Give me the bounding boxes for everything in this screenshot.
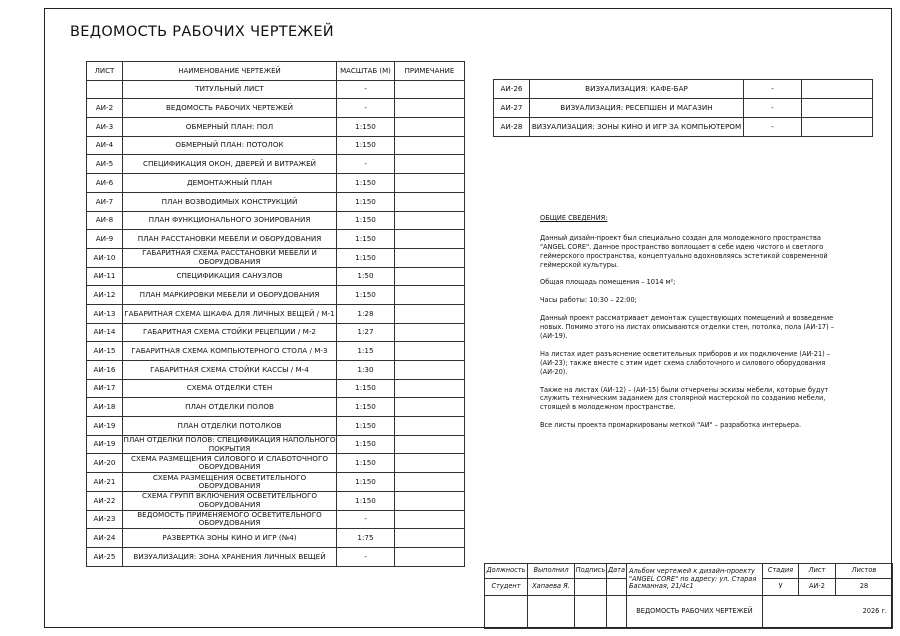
cell-scale: 1:150	[337, 379, 395, 398]
cell-sheet: АИ-28	[494, 118, 530, 137]
cell-scale: 1:150	[337, 398, 395, 417]
stamp-col-date: Дата	[607, 564, 627, 579]
cell-name: СХЕМА ОТДЕЛКИ СТЕН	[123, 379, 337, 398]
cell-name: СПЕЦИФИКАЦИЯ САНУЗЛОВ	[123, 267, 337, 286]
cell-note	[395, 379, 465, 398]
cell-note	[395, 529, 465, 548]
cell-note	[395, 118, 465, 137]
cell-note	[395, 361, 465, 380]
stamp-empty-3	[575, 596, 607, 629]
stamp-col-signature: Подпись	[575, 564, 607, 579]
cell-scale: 1:15	[337, 342, 395, 361]
cell-name: ПЛАН МАРКИРОВКИ МЕБЕЛИ И ОБОРУДОВАНИЯ	[123, 286, 337, 305]
cell-scale: 1:28	[337, 304, 395, 323]
notes-paragraph: Общая площадь помещения – 1014 м²;	[540, 278, 676, 287]
stamp-col-performed: Выполнил	[528, 564, 575, 579]
notes-paragraph: Данный дизайн-проект был специально создан для молодежного пространства "ANGEL CORE". Данное пространство воплощает в себе идею чистого и светлого геймерского пространства, концептуально вдохновляясь эстетикой современной геймерской культуры.	[540, 233, 828, 269]
cell-sheet: АИ-25	[87, 547, 123, 566]
cell-sheet: АИ-24	[87, 529, 123, 548]
cell-note	[395, 491, 465, 510]
stamp-signature	[575, 579, 607, 596]
cell-sheet: АИ-13	[87, 304, 123, 323]
cell-note	[395, 174, 465, 193]
table-row	[87, 211, 465, 230]
stamp-empty-4	[607, 596, 627, 629]
cell-scale: 1:150	[337, 174, 395, 193]
cell-note	[395, 286, 465, 305]
stamp-sheet: АИ-2	[799, 579, 836, 596]
cell-name: СПЕЦИФИКАЦИЯ ОКОН, ДВЕРЕЙ И ВИТРАЖЕЙ	[123, 155, 337, 174]
stamp-empty-2	[528, 596, 575, 629]
cell-sheet: АИ-23	[87, 510, 123, 529]
cell-sheet: АИ-22	[87, 491, 123, 510]
cell-note	[395, 454, 465, 473]
stamp-empty-1	[485, 596, 528, 629]
table-row	[87, 547, 465, 566]
stamp-sheet-name: ВЕДОМОСТЬ РАБОЧИХ ЧЕРТЕЖЕЙ	[627, 596, 763, 629]
cell-scale: -	[337, 547, 395, 566]
cell-scale: -	[337, 155, 395, 174]
table-row	[87, 136, 465, 155]
cell-sheet: АИ-3	[87, 118, 123, 137]
table-row	[87, 80, 465, 99]
page-title: ВЕДОМОСТЬ РАБОЧИХ ЧЕРТЕЖЕЙ	[70, 24, 334, 40]
table-row	[87, 491, 465, 510]
cell-name: ГАБАРИТНАЯ СХЕМА ШКАФА ДЛЯ ЛИЧНЫХ ВЕЩЕЙ / М-1	[123, 304, 337, 323]
notes-body	[540, 234, 840, 430]
cell-scale: 1:150	[337, 211, 395, 230]
cell-name: ГАБАРИТНАЯ СХЕМА СТОЙКИ РЕЦЕПЦИИ / М-2	[123, 323, 337, 342]
cell-scale: -	[337, 80, 395, 99]
cell-sheet: АИ-9	[87, 230, 123, 249]
table-row	[87, 304, 465, 323]
cell-sheet: АИ-8	[87, 211, 123, 230]
cell-note	[395, 211, 465, 230]
cell-name: ПЛАН ОТДЕЛКИ ПОЛОВ	[123, 398, 337, 417]
cell-name: СХЕМА ГРУПП ВКЛЮЧЕНИЯ ОСВЕТИТЕЛЬНОГО ОБОРУДОВАНИЯ	[123, 491, 337, 510]
cell-note	[395, 323, 465, 342]
table-row	[87, 192, 465, 211]
notes-heading: ОБЩИЕ СВЕДЕНИЯ:	[540, 214, 608, 222]
cell-note	[395, 136, 465, 155]
cell-note	[395, 473, 465, 492]
stamp-stage: У	[763, 579, 799, 596]
cell-scale: 1:150	[337, 491, 395, 510]
cell-name: ПЛАН ОТДЕЛКИ ПОЛОВ: СПЕЦИФИКАЦИЯ НАПОЛЬНОГО ПОКРЫТИЯ	[123, 435, 336, 453]
cell-scale: 1:150	[337, 435, 395, 454]
table-row	[87, 248, 465, 267]
cell-sheet: АИ-16	[87, 361, 123, 380]
cell-note	[395, 304, 465, 323]
table-row	[87, 99, 465, 118]
notes-paragraph: На листах идет разъяснение осветительных приборов и их подключение (АИ-21) – (АИ-23); также вместе с этим идет схема слаботочного и силового оборудования (АИ-20).	[540, 349, 831, 376]
cell-sheet: АИ-11	[87, 267, 123, 286]
table-row	[87, 435, 465, 454]
header-name: НАИМЕНОВАНИЕ ЧЕРТЕЖЕЙ	[123, 62, 337, 81]
stamp-col-sheet: Лист	[799, 564, 836, 579]
cell-sheet: АИ-15	[87, 342, 123, 361]
table-row	[87, 398, 465, 417]
cell-note	[395, 80, 465, 99]
cell-name: ГАБАРИТНАЯ СХЕМА КОМПЬЮТЕРНОГО СТОЛА / М-3	[123, 342, 337, 361]
cell-note	[395, 99, 465, 118]
cell-sheet: АИ-18	[87, 398, 123, 417]
cell-sheet: АИ-4	[87, 136, 123, 155]
cell-note	[395, 417, 465, 436]
cell-name: ОБМЕРНЫЙ ПЛАН: ПОТОЛОК	[123, 136, 337, 155]
table-row	[494, 80, 873, 99]
cell-note	[395, 510, 465, 529]
cell-scale: 1:75	[337, 529, 395, 548]
cell-scale: 1:150	[337, 248, 395, 267]
cell-name: ВЕДОМОСТЬ РАБОЧИХ ЧЕРТЕЖЕЙ	[123, 99, 337, 118]
table-row	[87, 323, 465, 342]
table-row	[87, 286, 465, 305]
cell-name: ОБМЕРНЫЙ ПЛАН: ПОЛ	[123, 118, 337, 137]
cell-scale: 1:150	[337, 192, 395, 211]
cell-sheet: АИ-17	[87, 379, 123, 398]
stamp-position: Студент	[485, 579, 528, 596]
table-row	[87, 267, 465, 286]
cell-scale: 1:27	[337, 323, 395, 342]
title-block	[484, 563, 893, 629]
table-row	[87, 529, 465, 548]
cell-sheet: АИ-7	[87, 192, 123, 211]
cell-scale: 1:50	[337, 267, 395, 286]
cell-note	[802, 99, 873, 118]
cell-scale: 1:150	[337, 417, 395, 436]
cell-note	[395, 155, 465, 174]
general-notes	[540, 214, 840, 439]
cell-scale: 1:150	[337, 118, 395, 137]
cell-name: ДЕМОНТАЖНЫЙ ПЛАН	[123, 174, 337, 193]
cell-note	[395, 342, 465, 361]
cell-note	[395, 230, 465, 249]
table-row	[87, 510, 465, 529]
stamp-col-stage: Стадия	[763, 564, 799, 579]
table-row	[494, 99, 873, 118]
cell-scale: -	[744, 80, 802, 99]
cell-sheet: АИ-6	[87, 174, 123, 193]
cell-scale: -	[744, 118, 802, 137]
stamp-sheets: 28	[836, 579, 893, 596]
stamp-year: 2026 г.	[763, 596, 893, 629]
table-row	[87, 342, 465, 361]
cell-name: РАЗВЕРТКА ЗОНЫ КИНО И ИГР (№4)	[123, 529, 337, 548]
cell-scale: 1:30	[337, 361, 395, 380]
cell-name: ВИЗУАЛИЗАЦИЯ: РЕСЕПШЕН И МАГАЗИН	[530, 99, 744, 118]
stamp-project: Альбом чертежей к дизайн-проекту "ANGEL CORE" по адресу: ул. Старая Басманная, 21/4с1	[627, 564, 763, 596]
cell-name: ПЛАН ВОЗВОДИМЫХ КОНСТРУКЦИЙ	[123, 192, 337, 211]
stamp-author: Хапаева Я.	[528, 579, 575, 596]
table-row	[87, 155, 465, 174]
cell-sheet: АИ-5	[87, 155, 123, 174]
cell-scale: 1:150	[337, 230, 395, 249]
notes-paragraph: Данный проект рассматривает демонтаж существующих помещений и возведение новых. Помимо этого на листах описываются отделки стен, потолка, пола (АИ-17) – (АИ-19).	[540, 314, 835, 341]
continuation-table	[493, 79, 873, 137]
cell-sheet: АИ-19	[87, 435, 123, 454]
cell-note	[395, 435, 465, 454]
notes-paragraph: Часы работы: 10:30 – 22:00;	[540, 296, 637, 305]
cell-name: СХЕМА РАЗМЕЩЕНИЯ СИЛОВОГО И СЛАБОТОЧНОГО ОБОРУДОВАНИЯ	[123, 454, 337, 473]
notes-paragraph: Также на листах (АИ-12) – (АИ-15) были отчерчены эскизы мебели, которые будут служить техническим заданием для столярной мастерской по созданию мебели, стоящей в молодежном пространстве.	[540, 385, 829, 412]
cell-scale: 1:150	[337, 286, 395, 305]
cell-name: ПЛАН РАССТАНОВКИ МЕБЕЛИ И ОБОРУДОВАНИЯ	[123, 230, 337, 249]
header-sheet: ЛИСТ	[87, 62, 123, 81]
cell-sheet: АИ-2	[87, 99, 123, 118]
cell-name: ПЛАН ОТДЕЛКИ ПОТОЛКОВ	[123, 417, 337, 436]
cell-note	[395, 267, 465, 286]
cell-name: ВИЗУАЛИЗАЦИЯ: ЗОНЫ КИНО И ИГР ЗА КОМПЬЮТЕРОМ	[530, 118, 744, 137]
header-scale: МАСШТАБ (М)	[337, 62, 395, 81]
cell-name: ГАБАРИТНАЯ СХЕМА РАССТАНОВКИ МЕБЕЛИ И ОБОРУДОВАНИЯ	[123, 248, 337, 267]
drawings-list-table	[86, 61, 465, 567]
table-row	[87, 473, 465, 492]
cell-note	[395, 192, 465, 211]
cell-name: ТИТУЛЬНЫЙ ЛИСТ	[123, 80, 337, 99]
cell-scale: 1:150	[337, 454, 395, 473]
cell-note	[395, 547, 465, 566]
cell-note	[395, 398, 465, 417]
cell-name: ПЛАН ФУНКЦИОНАЛЬНОГО ЗОНИРОВАНИЯ	[123, 211, 337, 230]
cell-scale: 1:150	[337, 136, 395, 155]
cell-name: СХЕМА РАЗМЕЩЕНИЯ ОСВЕТИТЕЛЬНОГО ОБОРУДОВАНИЯ	[123, 473, 337, 492]
table-row	[87, 417, 465, 436]
cell-scale: -	[744, 99, 802, 118]
cell-sheet	[87, 80, 123, 99]
cell-scale: -	[337, 510, 395, 529]
cell-name: ВИЗУАЛИЗАЦИЯ: ЗОНА ХРАНЕНИЯ ЛИЧНЫХ ВЕЩЕЙ	[123, 547, 337, 566]
stamp-col-position: Должность	[485, 564, 528, 579]
cell-sheet: АИ-27	[494, 99, 530, 118]
cell-sheet: АИ-14	[87, 323, 123, 342]
cell-sheet: АИ-12	[87, 286, 123, 305]
cell-scale: 1:150	[337, 473, 395, 492]
cell-scale: -	[337, 99, 395, 118]
cell-name: ГАБАРИТНАЯ СХЕМА СТОЙКИ КАССЫ / М-4	[123, 361, 337, 380]
cell-note	[802, 118, 873, 137]
cell-note	[802, 80, 873, 99]
cell-sheet: АИ-21	[87, 473, 123, 492]
stamp-col-sheets: Листов	[836, 564, 893, 579]
table-row	[494, 118, 873, 137]
cell-sheet: АИ-20	[87, 454, 123, 473]
cell-sheet: АИ-26	[494, 80, 530, 99]
notes-paragraph: Все листы проекта промаркированы меткой "АИ" – разработка интерьера.	[540, 421, 802, 430]
table-row	[87, 454, 465, 473]
table-row	[87, 174, 465, 193]
stamp-date	[607, 579, 627, 596]
cell-sheet: АИ-10	[87, 248, 123, 267]
table-row	[87, 118, 465, 137]
cell-name: ВЕДОМОСТЬ ПРИМЕНЯЕМОГО ОСВЕТИТЕЛЬНОГО ОБОРУДОВАНИЯ	[123, 510, 337, 529]
header-note: ПРИМЕЧАНИЕ	[395, 62, 465, 81]
table-row	[87, 230, 465, 249]
table-row	[87, 379, 465, 398]
cell-name: ВИЗУАЛИЗАЦИЯ: КАФЕ-БАР	[530, 80, 744, 99]
cell-note	[395, 248, 465, 267]
table-row	[87, 361, 465, 380]
cell-sheet: АИ-19	[87, 417, 123, 436]
